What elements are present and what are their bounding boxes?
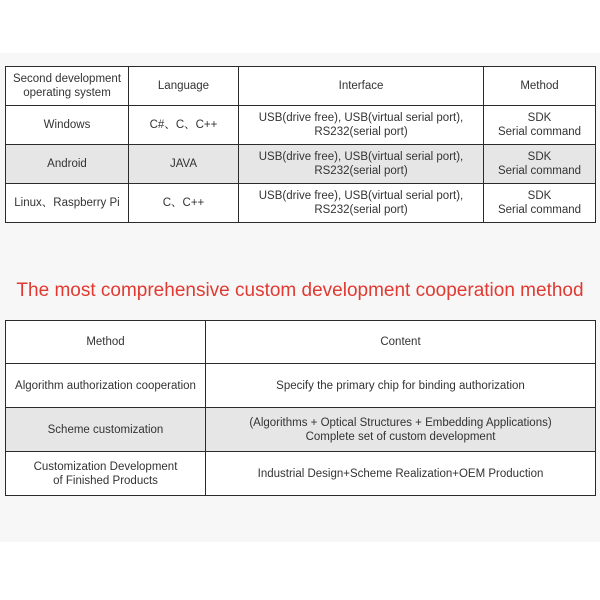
table-row — [6, 184, 596, 223]
header-cell-os — [6, 67, 129, 106]
language-text: JAVA — [169, 158, 198, 170]
method-line: SDK — [527, 112, 552, 124]
content-cell — [206, 408, 596, 452]
method-line: of Finished Products — [53, 474, 158, 487]
method-line: Serial command — [497, 204, 582, 216]
header-cell-method — [484, 67, 596, 106]
header-method-text: Method — [520, 80, 559, 92]
header-os-line: Second development — [12, 73, 122, 85]
table-row — [6, 145, 596, 184]
content-cell — [206, 452, 596, 496]
method-cell — [484, 145, 596, 184]
table-row — [6, 106, 596, 145]
content-line: Specify the primary chip for binding authorization — [276, 379, 525, 392]
os-cell — [6, 145, 129, 184]
method-cell — [484, 106, 596, 145]
header-os-line: operating system — [23, 87, 111, 99]
method-cell — [484, 184, 596, 223]
language-cell — [129, 145, 239, 184]
cooperation-table — [5, 320, 596, 496]
method-line: Serial command — [497, 165, 582, 177]
os-cell — [6, 184, 129, 223]
os-name: Windows — [43, 119, 91, 131]
method-line: Scheme customization — [47, 423, 164, 436]
table-row — [6, 452, 596, 496]
interface-line: USB(drive free), USB(virtual serial port), — [258, 190, 464, 202]
header-cell-language — [129, 67, 239, 106]
method-line: Customization Development — [33, 460, 178, 473]
method-line: Algorithm authorization cooperation — [15, 379, 196, 392]
content-line: Industrial Design+Scheme Realization+OEM Production — [257, 467, 544, 480]
interface-cell — [239, 184, 484, 223]
interface-cell — [239, 145, 484, 184]
table-header-row — [6, 321, 596, 364]
header-language-text: Language — [157, 80, 210, 92]
header-method-text: Method — [86, 336, 125, 348]
interface-line: USB(drive free), USB(virtual serial port), — [258, 112, 464, 124]
content-line: Complete set of custom development — [305, 430, 496, 443]
section-heading: The most comprehensive custom development cooperation method — [16, 280, 584, 301]
os-cell — [6, 106, 129, 145]
table-row — [6, 364, 596, 408]
method-line: SDK — [527, 151, 552, 163]
header-content-text: Content — [380, 336, 421, 348]
method-cell — [6, 408, 206, 452]
method-line: Serial command — [497, 126, 582, 138]
interface-line: USB(drive free), USB(virtual serial port), — [258, 151, 464, 163]
interface-line: RS232(serial port) — [314, 165, 408, 177]
content-cell — [206, 364, 596, 408]
header-interface-text: Interface — [338, 80, 384, 92]
language-cell — [129, 106, 239, 145]
method-cell — [6, 452, 206, 496]
header-cell-content — [206, 321, 596, 364]
language-text: C、C++ — [162, 197, 205, 209]
language-text: C#、C、C++ — [149, 119, 218, 131]
table-row — [6, 408, 596, 452]
header-cell-interface — [239, 67, 484, 106]
os-support-table — [5, 66, 596, 223]
os-name: Linux、Raspberry Pi — [14, 197, 120, 209]
method-line: SDK — [527, 190, 552, 202]
table-header-row — [6, 67, 596, 106]
interface-line: RS232(serial port) — [314, 204, 408, 216]
interface-line: RS232(serial port) — [314, 126, 408, 138]
method-cell — [6, 364, 206, 408]
header-cell-method — [6, 321, 206, 364]
language-cell — [129, 184, 239, 223]
os-name: Android — [47, 158, 87, 170]
content-line: (Algorithms + Optical Structures + Embedding Applications) — [249, 416, 552, 429]
interface-cell — [239, 106, 484, 145]
